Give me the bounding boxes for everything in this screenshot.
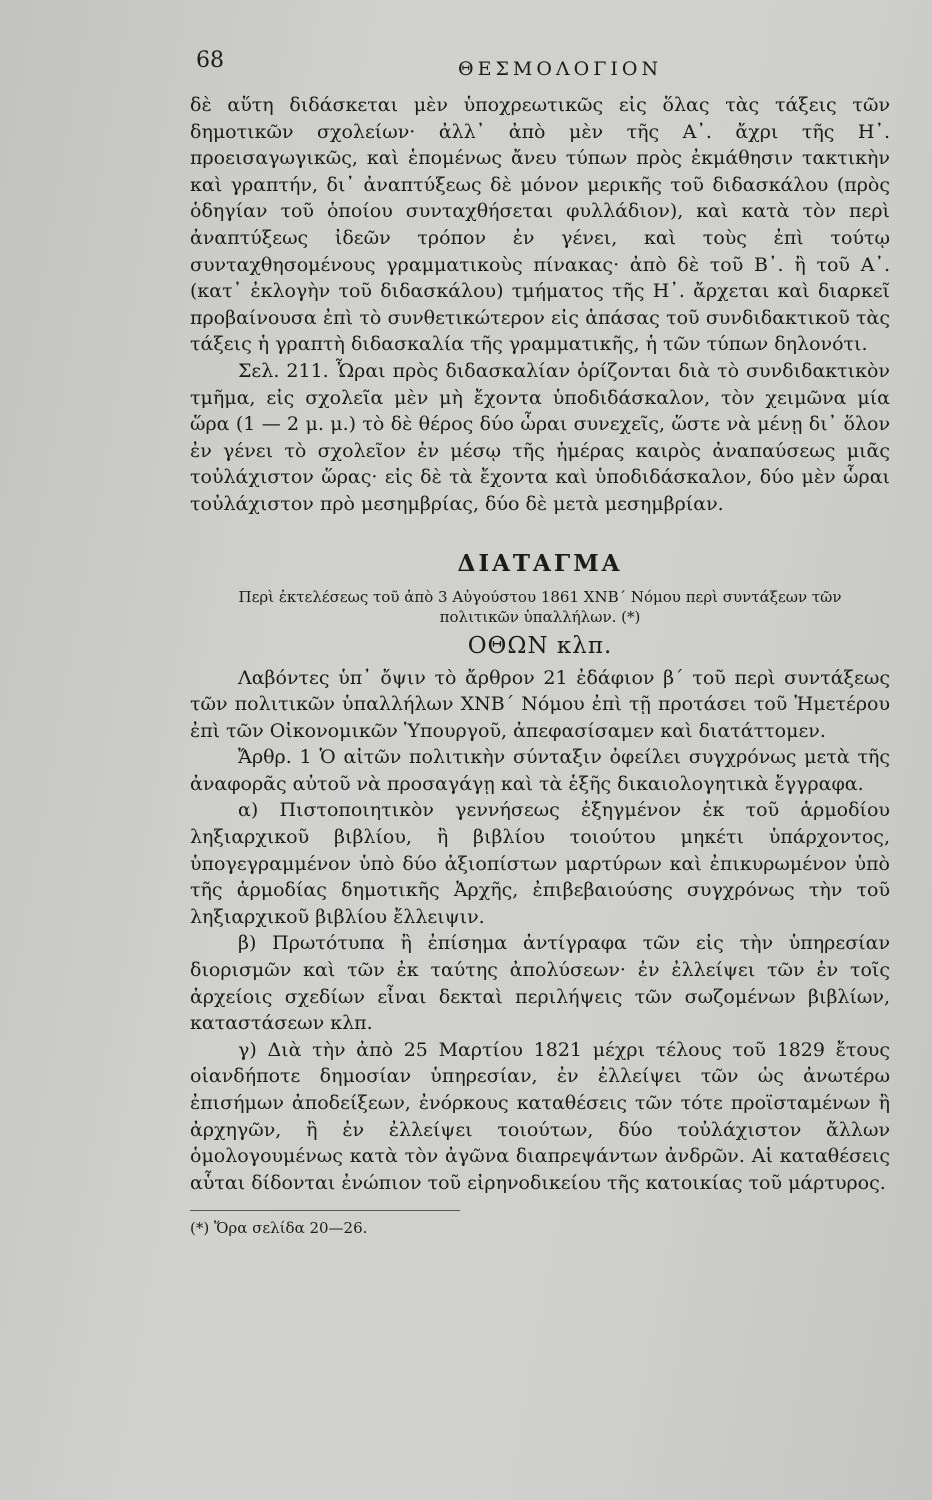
decree-king: ΟΘΩΝ κλπ. <box>467 632 613 659</box>
page-number: 68 <box>196 48 224 73</box>
body-text <box>190 92 890 1237</box>
paragraph-hours: Σελ. 211. Ὧραι πρὸς διδασκαλίαν ὁρίζονται διὰ τὸ συνδιδακτικὸν τμῆμα, εἰς σχολεῖα μὲν μὴ ἔχοντα ὑποδιδάσκαλον, τὸν χειμῶνα μία ὥρα (1 — 2 μ. μ.) τὸ δὲ θέρος δύο ὧραι συνεχεῖς, ὥστε νὰ μένῃ δι᾽ ὅλον ἐν γένει τὸ σχολεῖον ἐν μέσῳ τῆς ἡμέρας καιρὸς ἀναπαύσεως μιᾶς τοὐλάχιστον ὥρας· εἰς δὲ τὰ ἔχοντα καὶ ὑποδιδάσκαλον, δύο μὲν ὧραι τοὐλάχιστον πρὸ μεσημβρίας, δύο δὲ μετὰ μεσημβρίαν. <box>190 359 890 515</box>
footnote-rule <box>190 1210 460 1211</box>
paragraph-item-a: α) Πιστοποιητικὸν γεννήσεως ἐξηγμένον ἐκ τοῦ ἁρμοδίου ληξιαρχικοῦ βιβλίου, ἢ βιβλίου τοιούτου μηκέτι ὑπάρχοντος, ὑπογεγραμμένον ὑπὸ δύο ἀξιοπίστων μαρτύρων καὶ ἐπικυρωμένον ὑπὸ τῆς ἁρμοδίας δημοτικῆς Ἀρχῆς, ἐπιβεβαιούσης συγχρόνως τὴν τοῦ ληξιαρχικοῦ βιβλίου ἔλλειψιν. <box>190 799 890 928</box>
running-head <box>196 40 916 80</box>
paragraph-continuation: δὲ αὕτη διδάσκεται μὲν ὑποχρεωτικῶς εἰς ὅλας τὰς τάξεις τῶν δημοτικῶν σχολείων· ἀλλ᾽ ἀπὸ μὲν τῆς Α᾽. ἄχρι τῆς Η᾽. προεισαγωγικῶς, καὶ ἑπομένως ἄνευ τύπων πρὸς ἐκμάθησιν τακτικὴν καὶ γραπτήν, δι᾽ ἀναπτύξεως δὲ μόνον μερικῆς τοῦ διδασκάλου (πρὸς ὁδηγίαν τοῦ ὁποίου συνταχθήσεται φυλλάδιον), καὶ κατὰ τὸν περὶ ἀναπτύξεως ἰδεῶν τρόπον ἐν γένει, καὶ τοὺς ἐπὶ τούτῳ συνταχθησομένους γραμματικοὺς πίνακας· ἀπὸ δὲ τοῦ Β᾽. ἢ τοῦ Α᾽. (κατ᾽ ἐκλογὴν τοῦ διδασκάλου) τμήματος τῆς Η᾽. ἄρχεται καὶ διαρκεῖ προβαίνουσα ἐπὶ τὸ συνθετικώτερον εἰς ἁπάσας τοῦ συνδιδακτικοῦ τὰς τάξεις ἡ γραπτὴ διδασκαλία τῆς γραμματικῆς, ἡ τῶν τύπων δηλονότι. <box>190 94 890 356</box>
decree-subtitle: Περὶ ἐκτελέσεως τοῦ ἀπὸ 3 Αὐγούστου 1861 ΧΝΒ΄ Νόμου περὶ συντάξεων τῶν πολιτικῶν ὑπαλλήλων. (*) <box>238 587 842 626</box>
paragraph-item-b: β) Πρωτότυπα ἢ ἐπίσημα ἀντίγραφα τῶν εἰς τὴν ὑπηρεσίαν διορισμῶν καὶ τῶν ἐκ ταύτης ἀπολύσεων· ἐν ἐλλείψει τῶν ἐν τοῖς ἀρχείοις σχεδίων εἶναι δεκταὶ περιλήψεις τῶν σωζομένων βιβλίων, καταστάσεων κλπ. <box>190 932 890 1035</box>
decree-title: ΔΙΑΤΑΓΜΑ <box>457 549 623 577</box>
running-title: ΘΕΣΜΟΛΟΓΙΟΝ <box>458 58 663 80</box>
footnote: (*) Ὅρα σελίδα 20—26. <box>190 1219 368 1238</box>
paragraph-article-1: Ἄρθρ. 1 Ὁ αἰτῶν πολιτικὴν σύνταξιν ὀφείλει συγχρόνως μετὰ τῆς ἀναφορᾶς αὐτοῦ νὰ προσαγάγῃ καὶ τὰ ἑξῆς δικαιολογητικὰ ἔγγραφα. <box>190 746 890 795</box>
paragraph-item-c: γ) Διὰ τὴν ἀπὸ 25 Μαρτίου 1821 μέχρι τέλους τοῦ 1829 ἔτους οἱανδήποτε δημοσίαν ὑπηρεσίαν, ἐν ἐλλείψει τῶν ὡς ἀνωτέρω ἐπισήμων ἀποδείξεων, ἐνόρκους καταθέσεις τῶν τότε προϊσταμένων ἢ ἀρχηγῶν, ἢ ἐν ἐλλείψει τοιούτων, δύο τοὐλάχιστον ἄλλων ὁμολογουμένως κατὰ τὸν ἀγῶνα διαπρεψάντων ἀνδρῶν. Αἱ καταθέσεις αὗται δίδονται ἐνώπιον τοῦ εἰρηνοδικείου τῆς κατοικίας τοῦ μάρτυρος. <box>190 1038 890 1194</box>
paragraph-preamble: Λαβόντες ὑπ᾽ ὄψιν τὸ ἄρθρον 21 ἐδάφιον β΄ τοῦ περὶ συντάξεως τῶν πολιτικῶν ὑπαλλήλων ΧΝΒ΄ Νόμου ἐπὶ τῇ προτάσει τοῦ Ἡμετέρου ἐπὶ τῶν Οἰκονομικῶν Ὑπουργοῦ, ἀπεφασίσαμεν καὶ διατάττομεν. <box>190 666 890 742</box>
